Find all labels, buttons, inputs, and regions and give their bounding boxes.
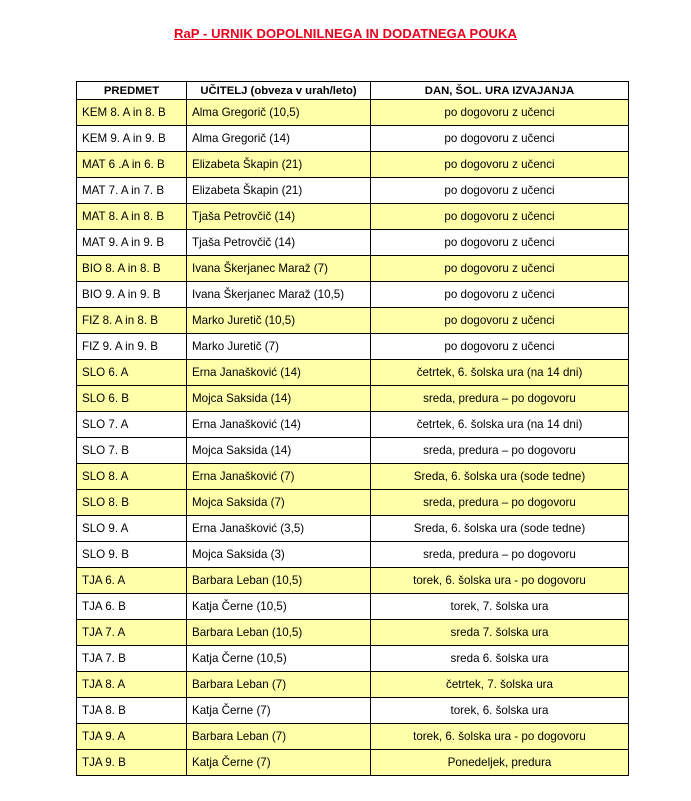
teacher-cell: Erna Janašković (3,5) (187, 516, 371, 542)
teacher-cell: Alma Gregorič (14) (187, 126, 371, 152)
table-row (77, 646, 629, 672)
table-row (77, 750, 629, 776)
subject-cell: KEM 8. A in 8. B (77, 100, 187, 126)
table-row (77, 594, 629, 620)
schedule-cell: po dogovoru z učenci (371, 334, 629, 360)
subject-cell: TJA 8. A (77, 672, 187, 698)
table-row (77, 568, 629, 594)
subject-cell: MAT 8. A in 8. B (77, 204, 187, 230)
teacher-cell: Barbara Leban (7) (187, 672, 371, 698)
teacher-cell: Barbara Leban (7) (187, 724, 371, 750)
table-row (77, 230, 629, 256)
teacher-cell: Erna Janašković (14) (187, 360, 371, 386)
teacher-cell: Erna Janašković (14) (187, 412, 371, 438)
table-body (77, 100, 629, 776)
teacher-cell: Elizabeta Škapin (21) (187, 178, 371, 204)
table-row (77, 386, 629, 412)
schedule-cell: po dogovoru z učenci (371, 152, 629, 178)
subject-cell: SLO 6. B (77, 386, 187, 412)
subject-cell: SLO 8. B (77, 490, 187, 516)
subject-cell: TJA 9. A (77, 724, 187, 750)
teacher-cell: Ivana Škerjanec Maraž (7) (187, 256, 371, 282)
subject-cell: TJA 8. B (77, 698, 187, 724)
schedule-cell: Sreda, 6. šolska ura (sode tedne) (371, 464, 629, 490)
subject-cell: TJA 6. A (77, 568, 187, 594)
schedule-cell: po dogovoru z učenci (371, 100, 629, 126)
schedule-table (76, 81, 629, 776)
teacher-cell: Katja Černe (10,5) (187, 646, 371, 672)
schedule-cell: torek, 7. šolska ura (371, 594, 629, 620)
schedule-cell: četrtek, 7. šolska ura (371, 672, 629, 698)
teacher-cell: Tjaša Petrovčič (14) (187, 204, 371, 230)
table-row (77, 100, 629, 126)
teacher-cell: Mojca Saksida (14) (187, 438, 371, 464)
teacher-cell: Alma Gregorič (10,5) (187, 100, 371, 126)
subject-cell: SLO 7. B (77, 438, 187, 464)
table-header-row (77, 82, 629, 100)
header-subject: PREDMET (77, 82, 187, 100)
subject-cell: SLO 9. A (77, 516, 187, 542)
schedule-cell: po dogovoru z učenci (371, 256, 629, 282)
subject-cell: MAT 6 .A in 6. B (77, 152, 187, 178)
schedule-cell: po dogovoru z učenci (371, 126, 629, 152)
table-row (77, 204, 629, 230)
subject-cell: TJA 7. A (77, 620, 187, 646)
subject-cell: SLO 8. A (77, 464, 187, 490)
teacher-cell: Mojca Saksida (14) (187, 386, 371, 412)
table-row (77, 542, 629, 568)
subject-cell: TJA 7. B (77, 646, 187, 672)
subject-cell: FIZ 8. A in 8. B (77, 308, 187, 334)
table-row (77, 178, 629, 204)
teacher-cell: Tjaša Petrovčič (14) (187, 230, 371, 256)
teacher-cell: Marko Juretič (7) (187, 334, 371, 360)
table-row (77, 438, 629, 464)
teacher-cell: Katja Černe (10,5) (187, 594, 371, 620)
header-teacher: UČITELJ (obveza v urah/leto) (187, 82, 371, 100)
teacher-cell: Katja Černe (7) (187, 698, 371, 724)
table-row (77, 126, 629, 152)
table-row (77, 724, 629, 750)
subject-cell: KEM 9. A in 9. B (77, 126, 187, 152)
teacher-cell: Ivana Škerjanec Maraž (10,5) (187, 282, 371, 308)
table-row (77, 412, 629, 438)
table-row (77, 334, 629, 360)
table-row (77, 672, 629, 698)
table-row (77, 152, 629, 178)
schedule-cell: po dogovoru z učenci (371, 282, 629, 308)
schedule-cell: sreda 7. šolska ura (371, 620, 629, 646)
header-schedule: DAN, ŠOL. URA IZVAJANJA (371, 82, 629, 100)
subject-cell: BIO 9. A in 9. B (77, 282, 187, 308)
schedule-cell: Sreda, 6. šolska ura (sode tedne) (371, 516, 629, 542)
schedule-cell: četrtek, 6. šolska ura (na 14 dni) (371, 412, 629, 438)
schedule-cell: po dogovoru z učenci (371, 178, 629, 204)
table-row (77, 698, 629, 724)
schedule-cell: sreda, predura – po dogovoru (371, 438, 629, 464)
page-title: RaP - URNIK DOPOLNILNEGA IN DODATNEGA POUKA (173, 26, 518, 41)
schedule-cell: po dogovoru z učenci (371, 308, 629, 334)
subject-cell: MAT 9. A in 9. B (77, 230, 187, 256)
table-row (77, 464, 629, 490)
subject-cell: FIZ 9. A in 9. B (77, 334, 187, 360)
teacher-cell: Mojca Saksida (3) (187, 542, 371, 568)
teacher-cell: Erna Janašković (7) (187, 464, 371, 490)
schedule-cell: torek, 6. šolska ura - po dogovoru (371, 568, 629, 594)
schedule-cell: Ponedeljek, predura (371, 750, 629, 776)
subject-cell: SLO 6. A (77, 360, 187, 386)
teacher-cell: Barbara Leban (10,5) (187, 568, 371, 594)
teacher-cell: Barbara Leban (10,5) (187, 620, 371, 646)
schedule-cell: po dogovoru z učenci (371, 230, 629, 256)
schedule-cell: sreda, predura – po dogovoru (371, 490, 629, 516)
table-row (77, 256, 629, 282)
schedule-cell: četrtek, 6. šolska ura (na 14 dni) (371, 360, 629, 386)
subject-cell: SLO 9. B (77, 542, 187, 568)
subject-cell: BIO 8. A in 8. B (77, 256, 187, 282)
table-row (77, 490, 629, 516)
schedule-cell: po dogovoru z učenci (371, 204, 629, 230)
subject-cell: SLO 7. A (77, 412, 187, 438)
schedule-cell: sreda, predura – po dogovoru (371, 386, 629, 412)
subject-cell: TJA 9. B (77, 750, 187, 776)
schedule-cell: sreda 6. šolska ura (371, 646, 629, 672)
schedule-cell: torek, 6. šolska ura (371, 698, 629, 724)
teacher-cell: Mojca Saksida (7) (187, 490, 371, 516)
table-row (77, 620, 629, 646)
teacher-cell: Elizabeta Škapin (21) (187, 152, 371, 178)
schedule-cell: sreda, predura – po dogovoru (371, 542, 629, 568)
table-row (77, 282, 629, 308)
schedule-cell: torek, 6. šolska ura - po dogovoru (371, 724, 629, 750)
teacher-cell: Marko Juretič (10,5) (187, 308, 371, 334)
teacher-cell: Katja Černe (7) (187, 750, 371, 776)
table-row (77, 360, 629, 386)
subject-cell: MAT 7. A in 7. B (77, 178, 187, 204)
table-row (77, 308, 629, 334)
table-row (77, 516, 629, 542)
subject-cell: TJA 6. B (77, 594, 187, 620)
